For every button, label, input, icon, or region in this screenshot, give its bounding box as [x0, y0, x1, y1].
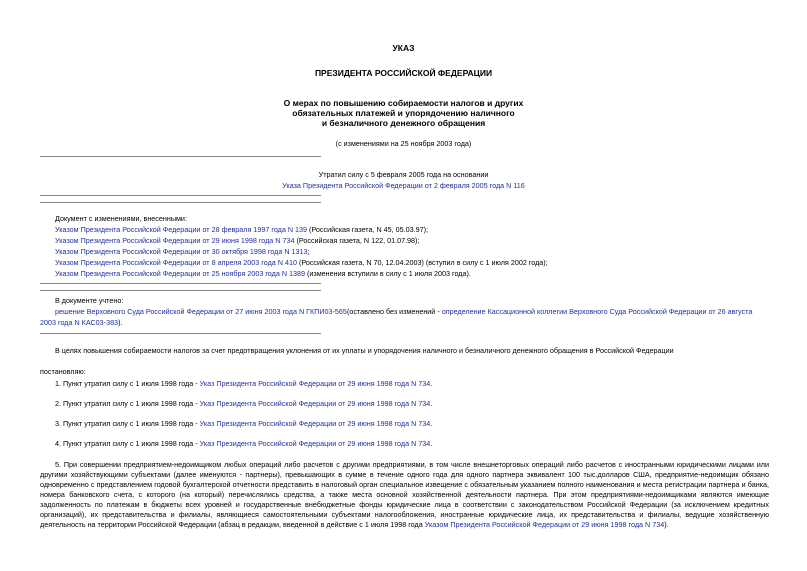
amending-decree-link[interactable]: Указом Президента Российской Федерации от 28 февраля 1997 года N 139 [55, 225, 308, 234]
repealed-point: 1. Пункт утратил силу с 1 июля 1998 года - Указ Президента Российской Федерации от 29 июня 1998 года N 734. [55, 379, 433, 388]
amending-decree-link[interactable]: Указом Президента Российской Федерации от 29 июня 1998 года N 734 [424, 520, 665, 529]
divider [40, 333, 321, 334]
considered-line-1: решение Верховного Суда Российской Федерации от 27 июня 2003 года N ГКПИ03-565(оставлено без изменений - определение Кассационной коллегии Верховного Суда Российской Федерации от 26 августа [55, 307, 753, 316]
point-5-paragraph: 5. При совершении предприятием-недоимщиком любых операций либо расчетов с другими предприятиями, в том числе внешнеторговых операций либо расчетов с иностранными юридическими лицами или другими хозяйствующими субъектами (далее именуются - партнеры), превышающих в сумме в течение одного года для одного партнера эквивалент 100 тыс.долларов США, предприятие-недоимщик обязано одновременно с представлением годовой бухгалтерской отчетности представить в налоговый орган специальное извещение с обязательным указанием полного наименования и места регистрации партнера и банка, номера банковского счета, с которого (на который) перечислялись средства, а также места основной хозяйственной деятельности партнера. При этом предприятиями-недоимщиками являются имеющие задолженность по платежам в бюджеты всех уровней и государственные внебюджетные фонды юридические лица в соответствии с законодательством Российской Федерации (за исключением кредитных организаций), их представительства и филиалы, являющиеся самостоятельными субъектами налогообложения, иностранные юридические лица, их представительства и филиалы, ведущие хозяйственную деятельность на территории Российской Федерации (абзац в редакции, введенной в действие с 1 июля 1998 года Указом Президента Российской Федерации от 29 июня 1998 года N 734). [40, 460, 769, 529]
cassation-ruling-link[interactable]: определение Кассационной коллегии Верховного Суда Российской Федерации от 26 августа [441, 307, 753, 316]
amending-decree-link[interactable]: Указом Президента Российской Федерации от 8 апреля 2003 года N 410 [55, 258, 297, 267]
repealing-decree-link[interactable]: Указ Президента Российской Федерации от 29 июня 1998 года N 734 [199, 419, 431, 428]
amending-decree-link[interactable]: Указом Президента Российской Федерации от 25 ноября 2003 года N 1389 [55, 269, 305, 278]
document-subject-line-3: и безналичного денежного обращения [321, 118, 486, 128]
repealed-point: 2. Пункт утратил силу с 1 июля 1998 года - Указ Президента Российской Федерации от 29 июня 1998 года N 734. [55, 399, 433, 408]
repeal-link-line [0, 181, 807, 190]
document-subject-line-2: обязательных платежей и упорядочению наличного [292, 108, 515, 118]
repeal-decree-link[interactable]: Указа Президента Российской Федерации от 2 февраля 2005 года N 116 [282, 181, 525, 190]
amending-decree-link[interactable]: Указом Президента Российской Федерации от 29 июня 1998 года N 734 [55, 236, 295, 245]
divider [40, 283, 321, 284]
repealing-decree-link[interactable]: Указ Президента Российской Федерации от 29 июня 1998 года N 734 [199, 439, 431, 448]
court-decision-link[interactable]: решение Верховного Суда Российской Федерации от 27 июня 2003 года N ГКПИ03-565 [55, 307, 347, 316]
changes-item: Указом Президента Российской Федерации от 28 февраля 1997 года N 139 (Российская газета, N 45, 05.03.97); [55, 225, 428, 234]
divider [40, 195, 321, 196]
repeal-note: Утратил силу с 5 февраля 2005 года на основании [318, 170, 489, 179]
preamble: В целях повышения собираемости налогов за счет предотвращения уклонения от их уплаты и упорядочения наличного и безналичного денежного обращения в Российской Федерации [55, 346, 674, 355]
document-subject-line-1: О мерах по повышению собираемости налогов и других [283, 98, 524, 108]
document-type: УКАЗ [392, 43, 415, 53]
considered-heading: В документе учтено: [55, 296, 124, 305]
considered-line-2: 2003 года N КАС03-383). [40, 318, 123, 327]
decree-word: постановляю: [40, 367, 86, 376]
repealed-point: 3. Пункт утратил силу с 1 июля 1998 года - Указ Президента Российской Федерации от 29 июня 1998 года N 734. [55, 419, 433, 428]
changes-heading: Документ с изменениями, внесенными: [55, 214, 187, 223]
changes-item: Указом Президента Российской Федерации от 25 ноября 2003 года N 1389 (изменения вступили в силу с 1 июля 2003 года). [55, 269, 471, 278]
changes-item: Указом Президента Российской Федерации от 29 июня 1998 года N 734 (Российская газета, N 122, 01.07.98); [55, 236, 420, 245]
amending-decree-link[interactable]: Указом Президента Российской Федерации от 30 октября 1998 года N 1313 [55, 247, 308, 256]
repealing-decree-link[interactable]: Указ Президента Российской Федерации от 29 июня 1998 года N 734 [199, 399, 431, 408]
divider [40, 202, 321, 203]
amendment-note: (с изменениями на 25 ноября 2003 года) [335, 139, 472, 148]
cassation-ruling-link-cont[interactable]: 2003 года N КАС03-383 [40, 318, 119, 327]
repealing-decree-link[interactable]: Указ Президента Российской Федерации от 29 июня 1998 года N 734 [199, 379, 431, 388]
divider [40, 156, 321, 157]
changes-item: Указом Президента Российской Федерации от 30 октября 1998 года N 1313; [55, 247, 310, 256]
repealed-point: 4. Пункт утратил силу с 1 июля 1998 года - Указ Президента Российской Федерации от 29 июня 1998 года N 734. [55, 439, 433, 448]
divider [40, 290, 321, 291]
changes-item: Указом Президента Российской Федерации от 8 апреля 2003 года N 410 (Российская газета, N 70, 12.04.2003) (вступил в силу с 1 июля 2002 года); [55, 258, 548, 267]
document-issuer: ПРЕЗИДЕНТА РОССИЙСКОЙ ФЕДЕРАЦИИ [314, 68, 493, 78]
